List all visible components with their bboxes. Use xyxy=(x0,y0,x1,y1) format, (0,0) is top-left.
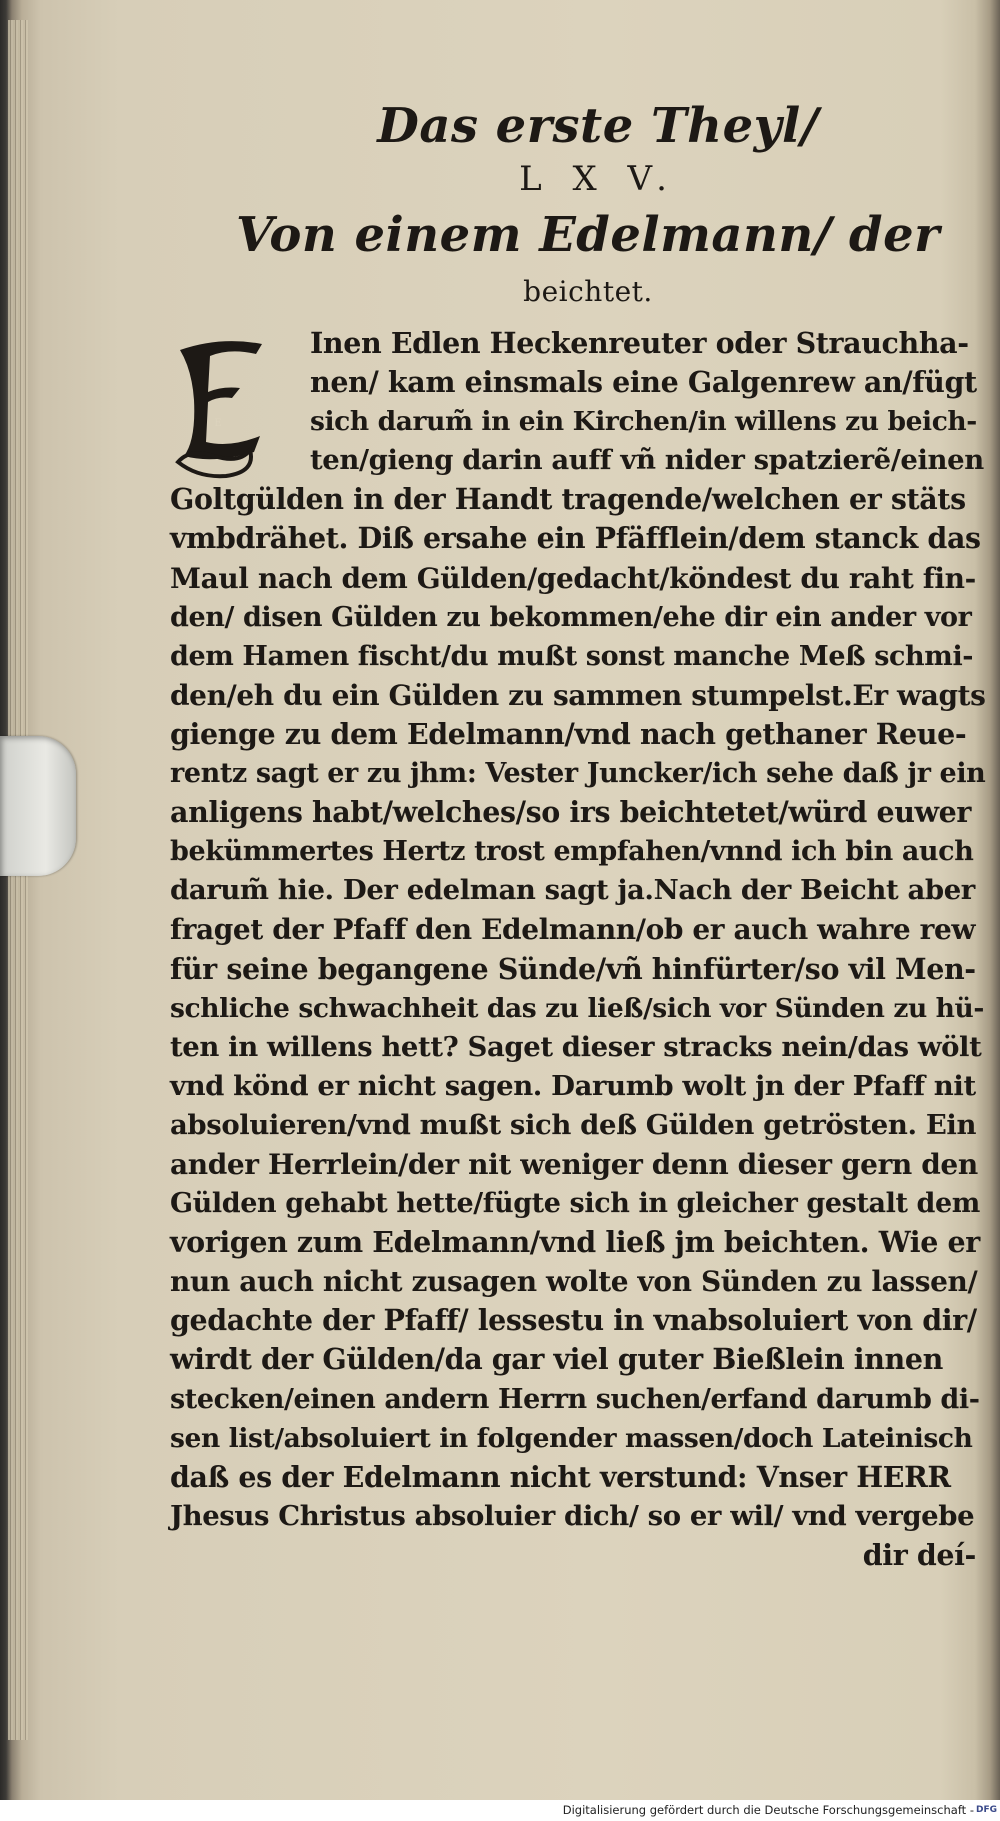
text-line: Maul nach dem Gülden/gedacht/köndest du raht fin- xyxy=(170,561,976,595)
text-line: daß es der Edelmann nicht verstund: Vnser HERR xyxy=(170,1459,951,1494)
text-line: sich darum̃ in ein Kirchen/in willens zu beich- xyxy=(310,406,977,438)
svg-text:E: E xyxy=(214,418,222,429)
text-line: den/ disen Gülden zu bekommen/ehe dir ein ander vor xyxy=(170,601,972,633)
text-line: gedachte der Pfaff/ lessestu in vnabsoluiert von dir/ xyxy=(170,1303,977,1338)
chapter-title-continuation: beichtet. xyxy=(523,275,653,308)
catchword: dir deí- xyxy=(862,1537,976,1572)
text-line: nun auch nicht zusagen wolte von Sünden zu lassen/ xyxy=(170,1265,978,1299)
text-line: vorigen zum Edelmann/vnd ließ jm beichten. Wie er xyxy=(170,1225,980,1260)
text-line: anligens habt/welches/so irs beichtetet/würd euwer xyxy=(170,795,972,830)
text-line: wirdt der Gülden/da gar viel guter Bießlein innen xyxy=(170,1342,943,1377)
text-line: schliche schwachheit das zu ließ/sich vor Sünden zu hü- xyxy=(170,992,985,1024)
text-line: fraget der Pfaff den Edelmann/ob er auch wahre rew xyxy=(170,913,976,947)
text-line: den/eh du ein Gülden zu sammen stumpelst.Er wagts xyxy=(170,678,986,712)
text-line: nen/ kam einsmals eine Galgenrew an/fügt xyxy=(310,365,977,400)
text-line: ander Herrlein/der nit weniger denn dieser gern den xyxy=(170,1147,978,1181)
body-text xyxy=(170,324,986,1575)
text-line: ten/gieng darin auff vñ nider spatzierẽ/einen xyxy=(310,444,984,477)
text-line: ten in willens hett? Saget dieser stracks nein/das wölt xyxy=(170,1030,982,1063)
text-lines xyxy=(170,324,986,1575)
text-line: Inen Edlen Heckenreuter oder Strauchha- xyxy=(310,326,969,360)
text-line: absoluieren/vnd mußt sich deß Gülden getrösten. Ein xyxy=(170,1108,977,1141)
text-line: stecken/einen andern Herrn suchen/erfand darumb di- xyxy=(170,1383,980,1415)
text-line: Jhesus Christus absoluier dich/ so er wil/ vnd vergebe xyxy=(170,1499,975,1532)
page-clip xyxy=(0,736,76,876)
text-line: vnd könd er nicht sagen. Darumb wolt jn der Pfaff nit xyxy=(170,1069,976,1102)
page-stack-edges xyxy=(8,20,28,1740)
running-title: Das erste Theyl/ xyxy=(377,98,819,154)
text-line: sen list/absoluiert in folgender massen/doch Lateinisch xyxy=(170,1422,973,1454)
text-line: gienge zu dem Edelmann/vnd nach gethaner Reue- xyxy=(170,716,967,751)
text-line: Gülden gehabt hette/fügte sich in gleicher gestalt dem xyxy=(170,1188,980,1220)
dfg-logo: DFG xyxy=(976,1805,998,1815)
text-line: für seine begangene Sünde/vñ hinfürter/so vil Men- xyxy=(170,951,976,986)
text-line: dem Hamen fischt/du mußt sonst manche Meß schmi- xyxy=(170,640,974,672)
digitization-footer xyxy=(0,1800,1000,1821)
chapter-number: L X V. xyxy=(519,159,677,199)
decorated-initial-letter xyxy=(170,330,266,480)
page-text-block xyxy=(170,96,986,1575)
text-line: darum̃ hie. Der edelman sagt ja.Nach der Beicht aber xyxy=(170,874,975,907)
footer-credit-text: Digitalisierung gefördert durch die Deutsche Forschungsgemeinschaft - xyxy=(562,1803,974,1817)
text-line: rentz sagt er zu jhm: Vester Juncker/ich sehe daß jr ein xyxy=(170,758,986,790)
text-line: bekümmertes Hertz trost empfahen/vnnd ich bin auch xyxy=(170,836,974,868)
text-line: vmbdrähet. Diß ersahe ein Pfäfflein/dem stanck das xyxy=(170,521,981,556)
chapter-title: Von einem Edelmann/ der xyxy=(236,207,940,263)
text-line: Goltgülden in der Handt tragende/welchen er stäts xyxy=(170,482,966,517)
